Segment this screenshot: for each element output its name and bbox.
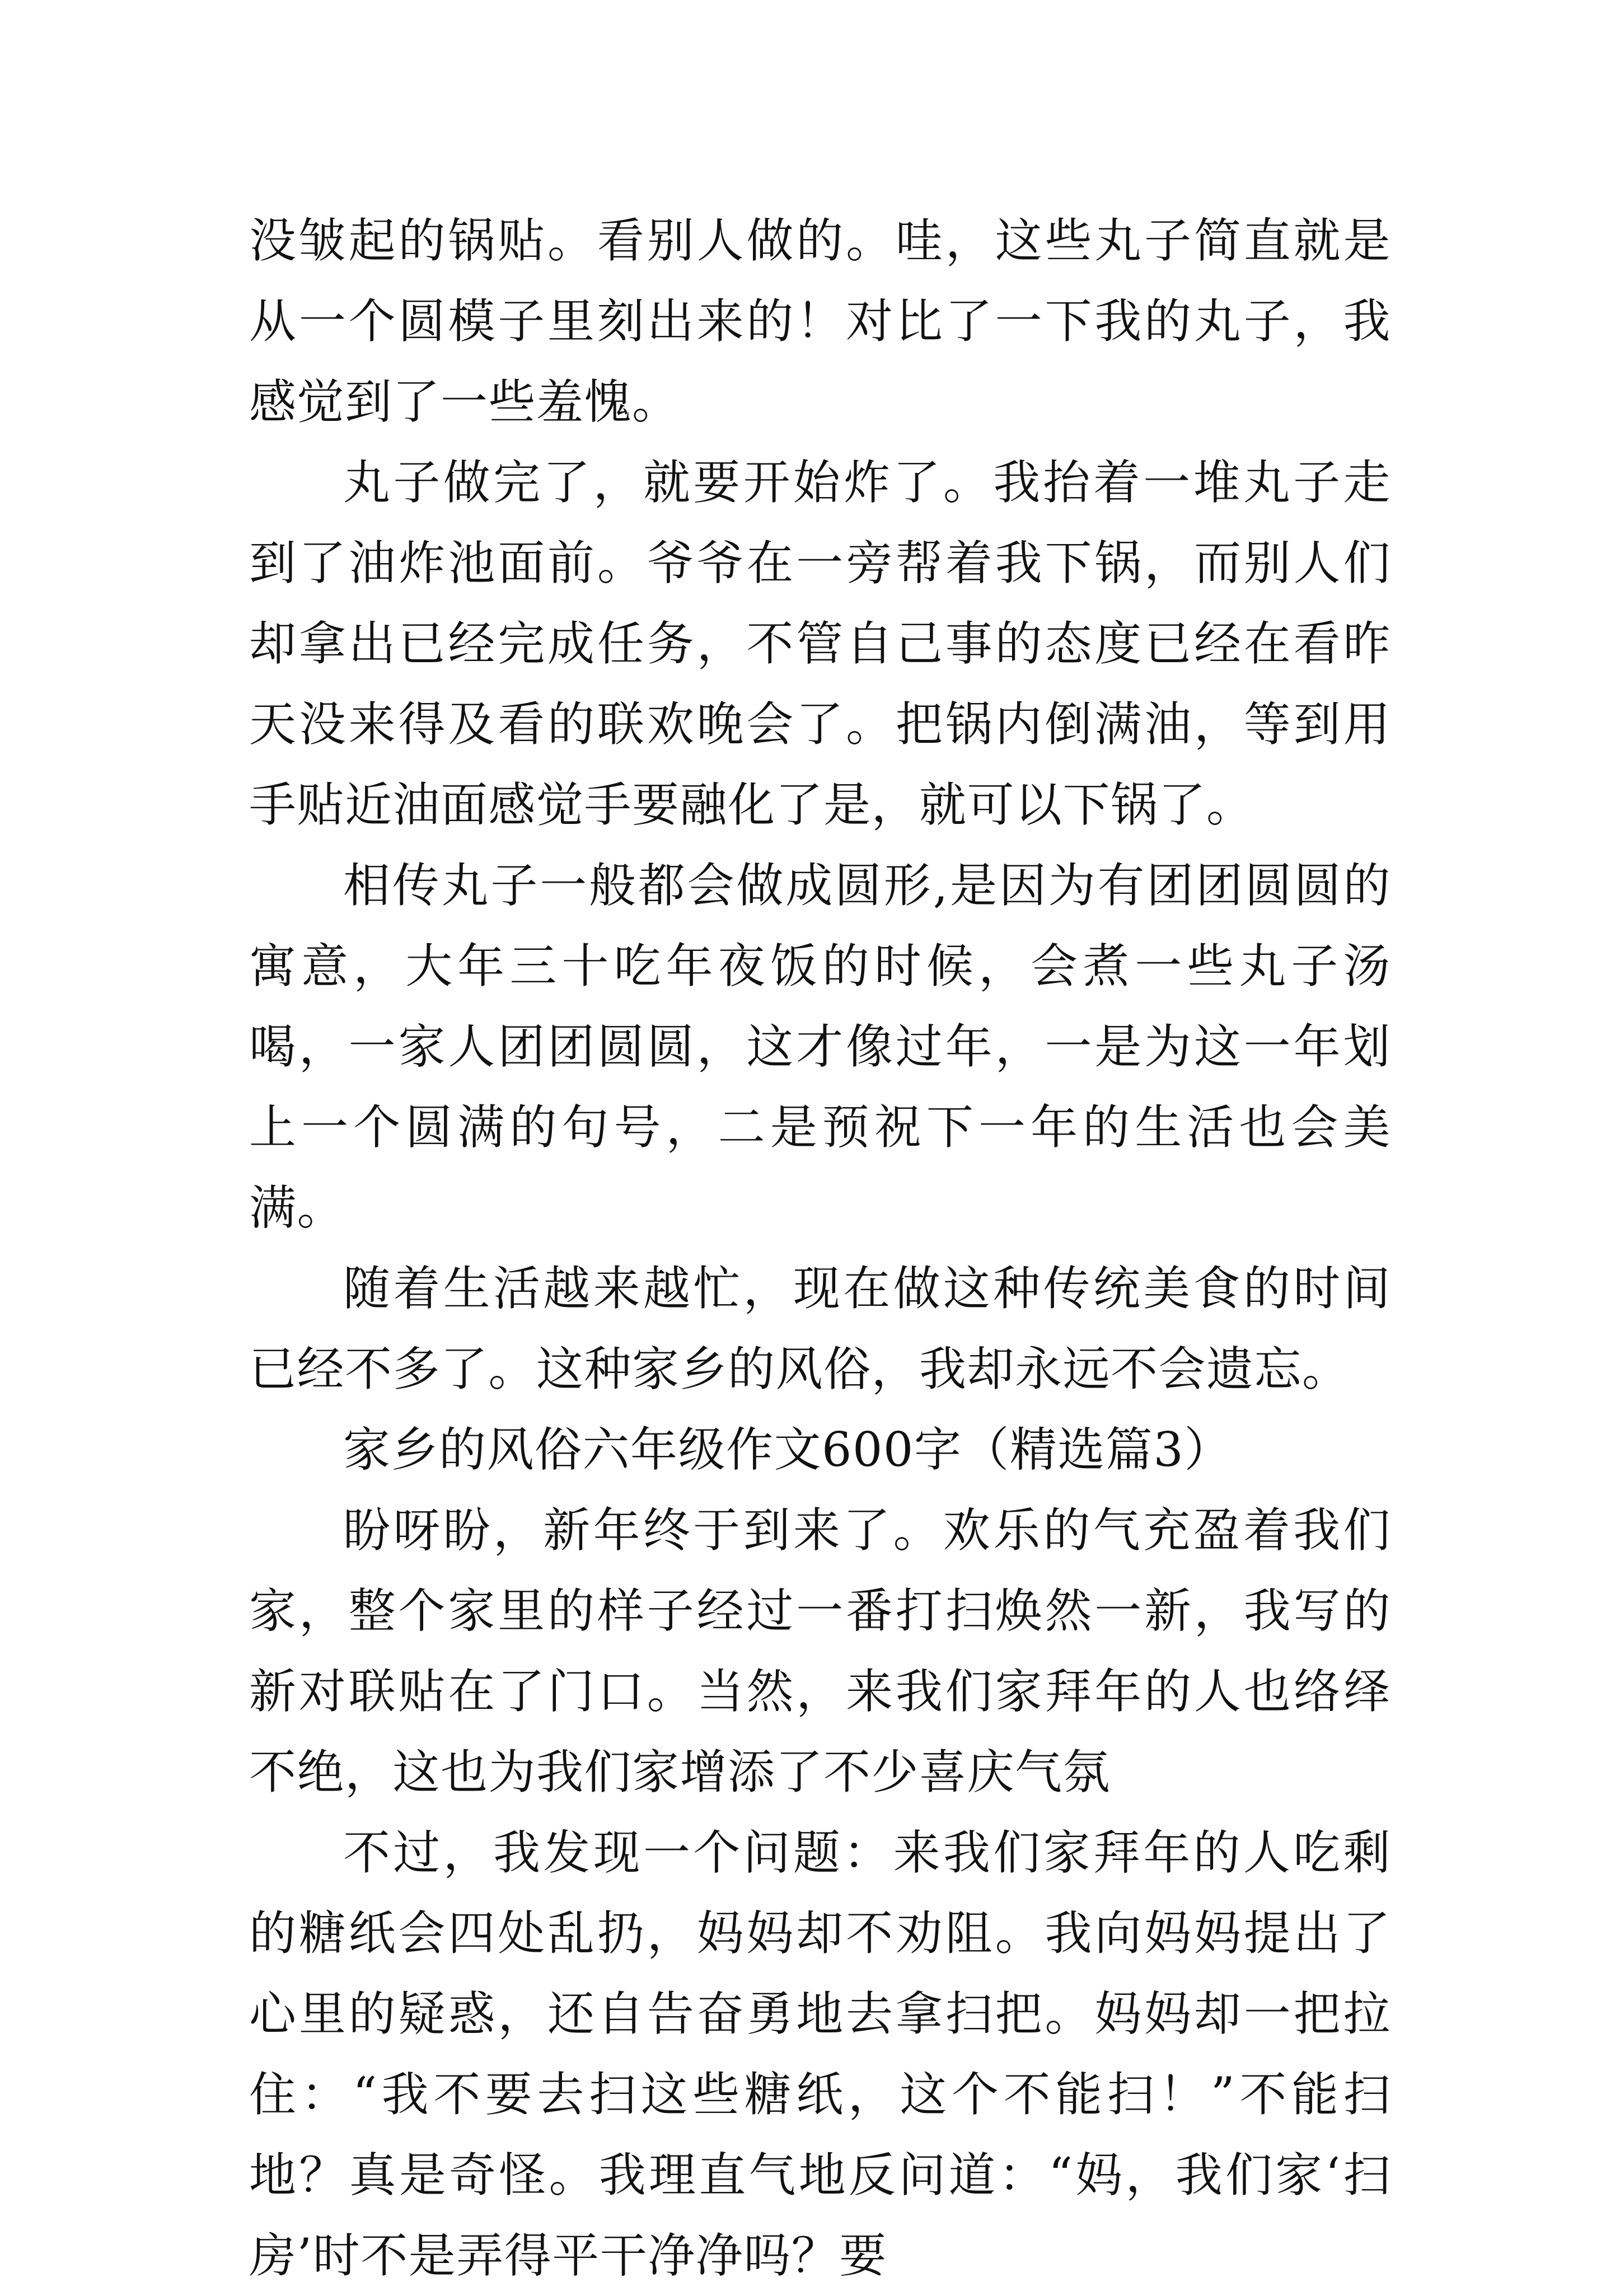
document-body — [249, 200, 1391, 2296]
paragraph-6: 不过，我发现一个问题：来我们家拜年的人吃剩的糖纸会四处乱扔，妈妈却不劝阻。我向妈妈提出了心里的疑惑，还自告奋勇地去拿扫把。妈妈却一把拉住：“我不要去扫这些糖纸，这个不能扫！”不能扫地？真是奇怪。我理直气地反问道：“妈，我们家‘扫房’时不是弄得平干净净吗？要 — [249, 1825, 1391, 2283]
paragraph-5: 盼呀盼，新年终于到来了。欢乐的气充盈着我们家，整个家里的样子经过一番打扫焕然一新，我写的新对联贴在了门口。当然，来我们家拜年的人也络绎不绝，这也为我们家增添了不少喜庆气氛 — [249, 1503, 1391, 1800]
section-heading: 家乡的风俗六年级作文600字（精选篇3） — [343, 1422, 1232, 1477]
paragraph-3: 相传丸子一般都会做成圆形,是因为有团团圆圆的寓意，大年三十吃年夜饭的时候，会煮一些丸子汤喝，一家人团团圆圆，这才像过年，一是为这一年划上一个圆满的句号，二是预祝下一年的生活也会美满。 — [249, 858, 1391, 1235]
paragraph-4: 随着生活越来越忙，现在做这种传统美食的时间已经不多了。这种家乡的风俗，我却永远不会遗忘。 — [249, 1261, 1391, 1397]
paragraph-1: 没皱起的锅贴。看别人做的。哇，这些丸子简直就是从一个圆模子里刻出来的！对比了一下我的丸子，我感觉到了一些羞愧。 — [249, 213, 1391, 429]
paragraph-2: 丸子做完了，就要开始炸了。我抬着一堆丸子走到了油炸池面前。爷爷在一旁帮着我下锅，而别人们却拿出已经完成任务，不管自己事的态度已经在看昨天没来得及看的联欢晚会了。把锅内倒满油，等到用手贴近油面感觉手要融化了是，就可以下锅了。 — [249, 455, 1391, 832]
